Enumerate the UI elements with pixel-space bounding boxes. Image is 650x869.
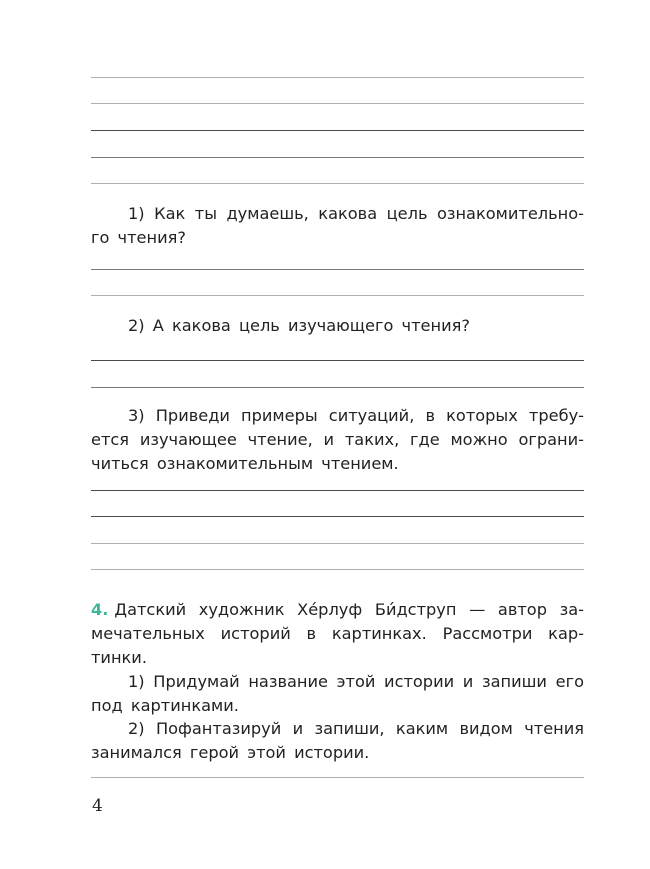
answer-line: [91, 569, 584, 570]
answer-line: [91, 103, 584, 104]
task-4-sub-1: 1) Придумай название этой истории и запиши его под картинками.: [91, 672, 584, 715]
task-4-sub-2: 2) Пофантазируй и запиши, каким видом чтения занимался герой этой истории.: [91, 719, 584, 762]
answer-line: [91, 543, 584, 544]
question-3: 3) Приведи примеры ситуаций, в которых требуется изучающее чтение, и таких, где можно ограничиться ознакомительным чтением.: [91, 406, 584, 473]
question-1: 1) Как ты думаешь, какова цель ознакомительного чтения?: [91, 204, 584, 247]
answer-line: [91, 130, 584, 131]
task-number: 4.: [91, 600, 109, 619]
answer-line: [91, 183, 584, 184]
answer-line: [91, 157, 584, 158]
answer-line: [91, 490, 584, 491]
answer-line: [91, 777, 584, 778]
task-4-text: Датский художник Хе́рлуф Би́дструп — автор замечательных историй в картинках. Рассмотри картинки.: [91, 600, 584, 667]
answer-line: [91, 387, 584, 388]
answer-line: [91, 269, 584, 270]
answer-line: [91, 295, 584, 296]
answer-line: [91, 516, 584, 517]
task-4-intro: [91, 598, 584, 670]
page-number: 4: [92, 796, 103, 816]
answer-line: [91, 360, 584, 361]
answer-line: [91, 77, 584, 78]
question-2: 2) А какова цель изучающего чтения?: [128, 316, 470, 335]
